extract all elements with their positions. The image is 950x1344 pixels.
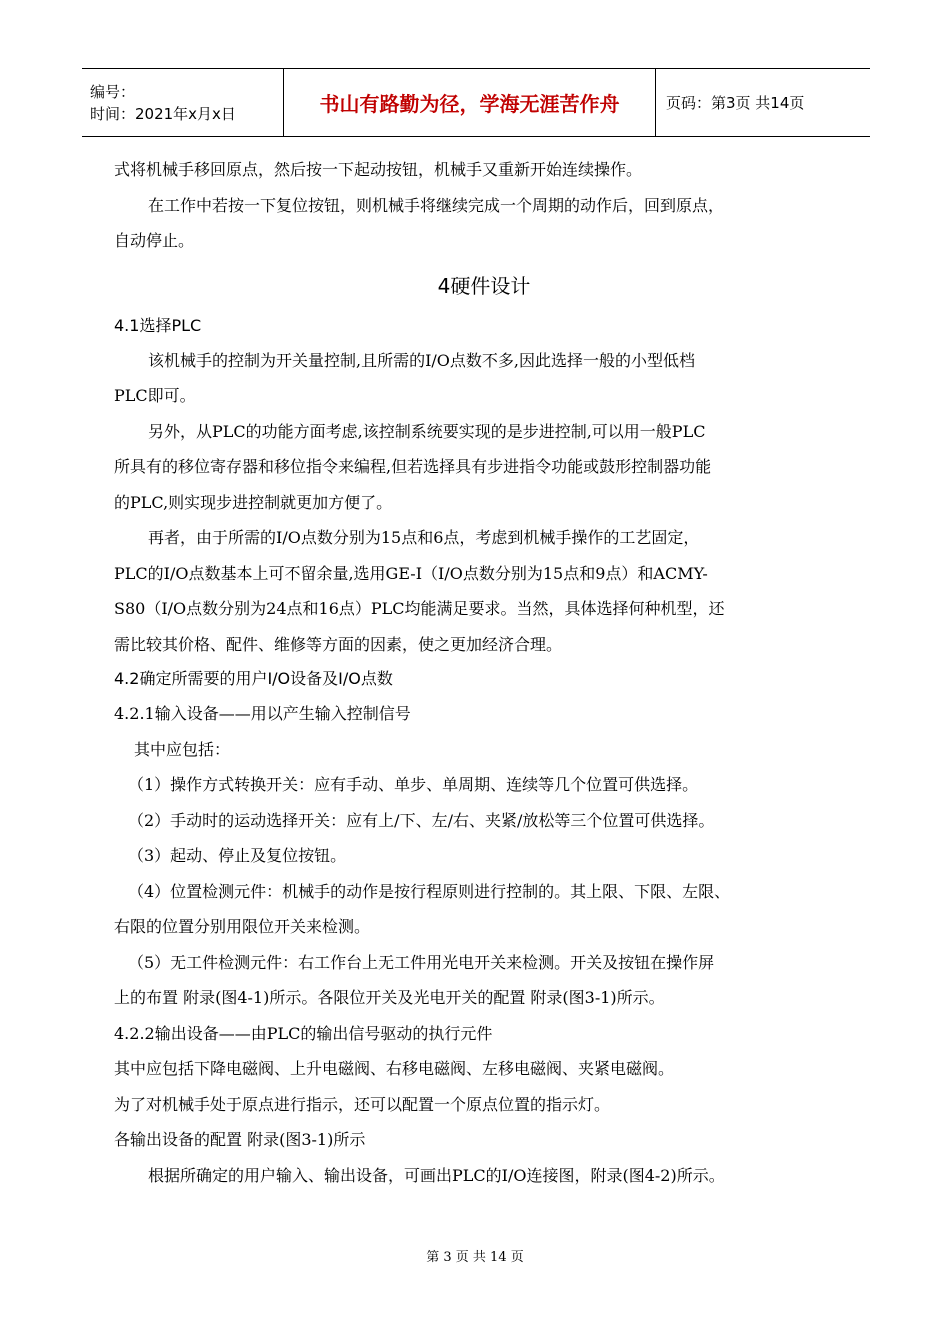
- subsection-heading: 4.1选择PLC: [114, 315, 202, 335]
- sub-subsection-heading: 4.2.2输出设备——由PLC的输出信号驱动的执行元件: [114, 1023, 493, 1043]
- paragraph: 另外，从PLC的功能方面考虑,该控制系统要实现的是步进控制,可以用一般PLC: [148, 421, 706, 441]
- list-item: （1）操作方式转换开关：应有手动、单步、单周期、连续等几个位置可供选择。: [128, 775, 699, 794]
- paragraph-continued: 自动停止。: [114, 231, 195, 250]
- paragraph: 再者，由于所需的I/O点数分别为15点和6点，考虑到机械手操作的工艺固定，: [148, 528, 700, 547]
- list-item: （4）位置检测元件：机械手的动作是按行程原则进行控制的。其上限、下限、左限、: [128, 881, 731, 901]
- list-item-continued: 右限的位置分别用限位开关来检测。: [114, 917, 371, 936]
- list-item: （2）手动时的运动选择开关：应有上/下、左/右、夹紧/放松等三个位置可供选择。: [128, 810, 715, 830]
- paragraph: 其中应包括：: [134, 739, 231, 759]
- page-header: [82, 68, 870, 137]
- document-number-label: 编号：: [90, 82, 136, 101]
- paragraph: 根据所确定的用户输入、输出设备，可画出PLC的I/O连接图，附录(图4-2)所示。: [148, 1165, 725, 1185]
- subsection-heading: 4.2确定所需要的用户I/O设备及I/O点数: [114, 669, 393, 688]
- paragraph: 为了对机械手处于原点进行指示，还可以配置一个原点位置的指示灯。: [114, 1094, 611, 1114]
- section-heading: 4硬件设计: [437, 273, 531, 298]
- header-meta: [82, 69, 284, 136]
- paragraph: 在工作中若按一下复位按钮，则机械手将继续完成一个周期的动作后，回到原点，: [148, 195, 725, 215]
- paragraph-continued: 所具有的移位寄存器和移位指令来编程,但若选择具有步进指令功能或鼓形控制器功能: [114, 457, 712, 476]
- paragraph: 其中应包括下降电磁阀、上升电磁阀、右移电磁阀、左移电磁阀、夹紧电磁阀。: [114, 1059, 675, 1078]
- list-item: （5）无工件检测元件：右工作台上无工件用光电开关来检测。开关及按钮在操作屏: [128, 952, 715, 972]
- paragraph-continued: 的PLC,则实现步进控制就更加方便了。: [114, 492, 393, 512]
- paragraph: 各输出设备的配置 附录(图3-1)所示: [114, 1130, 366, 1149]
- header-page-code: 页码：第3页 共14页: [666, 94, 805, 112]
- document-date-label: 时间：2021年x月x日: [90, 104, 236, 123]
- paragraph: 该机械手的控制为开关量控制,且所需的I/O点数不多,因此选择一般的小型低档: [148, 350, 696, 370]
- document-body: [114, 152, 854, 1193]
- paragraph-continued: 需比较其价格、配件、维修等方面的因素，使之更加经济合理。: [114, 634, 563, 654]
- header-motto: 书山有路勤为径，学海无涯苦作舟: [284, 69, 656, 136]
- list-item-continued: 上的布置 附录(图4-1)所示。各限位开关及光电开关的配置 附录(图3-1)所示。: [114, 988, 665, 1007]
- paragraph-continued: PLC即可。: [114, 386, 196, 405]
- paragraph-continued: S80（I/O点数分别为24点和16点）PLC均能满足要求。当然，具体选择何种机型，还: [114, 599, 725, 618]
- paragraph: 式将机械手移回原点，然后按一下起动按钮，机械手又重新开始连续操作。: [114, 160, 643, 179]
- page-footer: 第 3 页 共 14 页: [426, 1250, 524, 1265]
- sub-subsection-heading: 4.2.1输入设备——用以产生输入控制信号: [114, 704, 411, 723]
- list-item: （3）起动、停止及复位按钮。: [128, 846, 347, 865]
- paragraph-continued: PLC的I/O点数基本上可不留余量,选用GE-I（I/O点数分别为15点和9点）和ACMY-: [114, 563, 708, 583]
